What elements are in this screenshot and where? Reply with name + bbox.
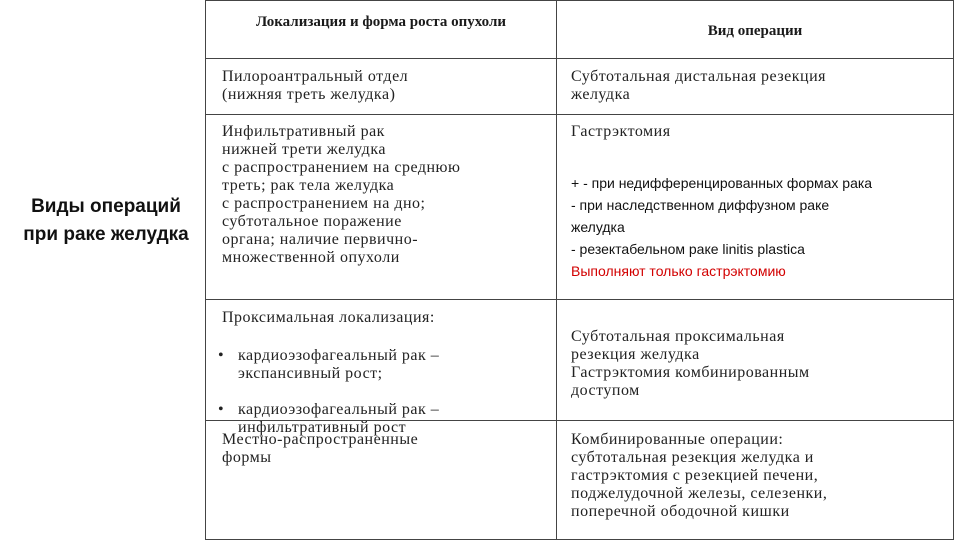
header-cell-location [206,1,557,58]
row2-warning: Выполняют только гастрэктомию [571,263,786,279]
list-item: • кардиоэзофагеальный рак – экспансивный рост; [206,347,552,383]
list-item: • кардиоэзофагеальный рак – инфильтративный рост [206,401,552,437]
table-row [206,59,953,115]
row4-location: Местно-распространенные формы [222,431,419,466]
header-cell-operation [557,1,953,58]
table-row [206,115,953,300]
row2-note-2: - при наследственном диффузном раке желудка [571,197,830,235]
row2-location: Инфильтративный рак нижней трети желудка с распространением на среднюю треть; рак тела желудка с распространением на дно; субтотальное поражение органа; наличие первично- множественной опухоли [222,123,461,266]
row3-location-title: Проксимальная локализация: [222,309,435,326]
table-row [206,300,953,436]
header-operation: Вид операции [707,23,803,39]
operations-table [205,0,954,540]
table-header-row [206,1,953,59]
row1-operation: Субтотальная дистальная резекция желудка [571,68,827,103]
row1-location: Пилороантральный отдел (нижняя треть желудка) [222,68,409,103]
header-location: Локализация и форма роста опухоли [255,14,507,30]
row2-note-1: + - при недифференцированных формах рака [571,175,873,191]
row2-operation: Гастрэктомия [571,123,671,140]
row2-note-3: - резектабельном раке linitis plastica [571,241,805,257]
table-row [206,421,953,539]
slide-title: Виды операций при раке желудка [23,196,189,245]
row3-operation: Субтотальная проксимальная резекция желудка Гастрэктомия комбинированным доступом [571,328,810,399]
row4-operation: Комбинированные операции: субтотальная резекция желудка и гастрэктомия с резекцией печени, поджелудочной железы, селезенки, поперечной ободочной кишки [571,431,828,520]
